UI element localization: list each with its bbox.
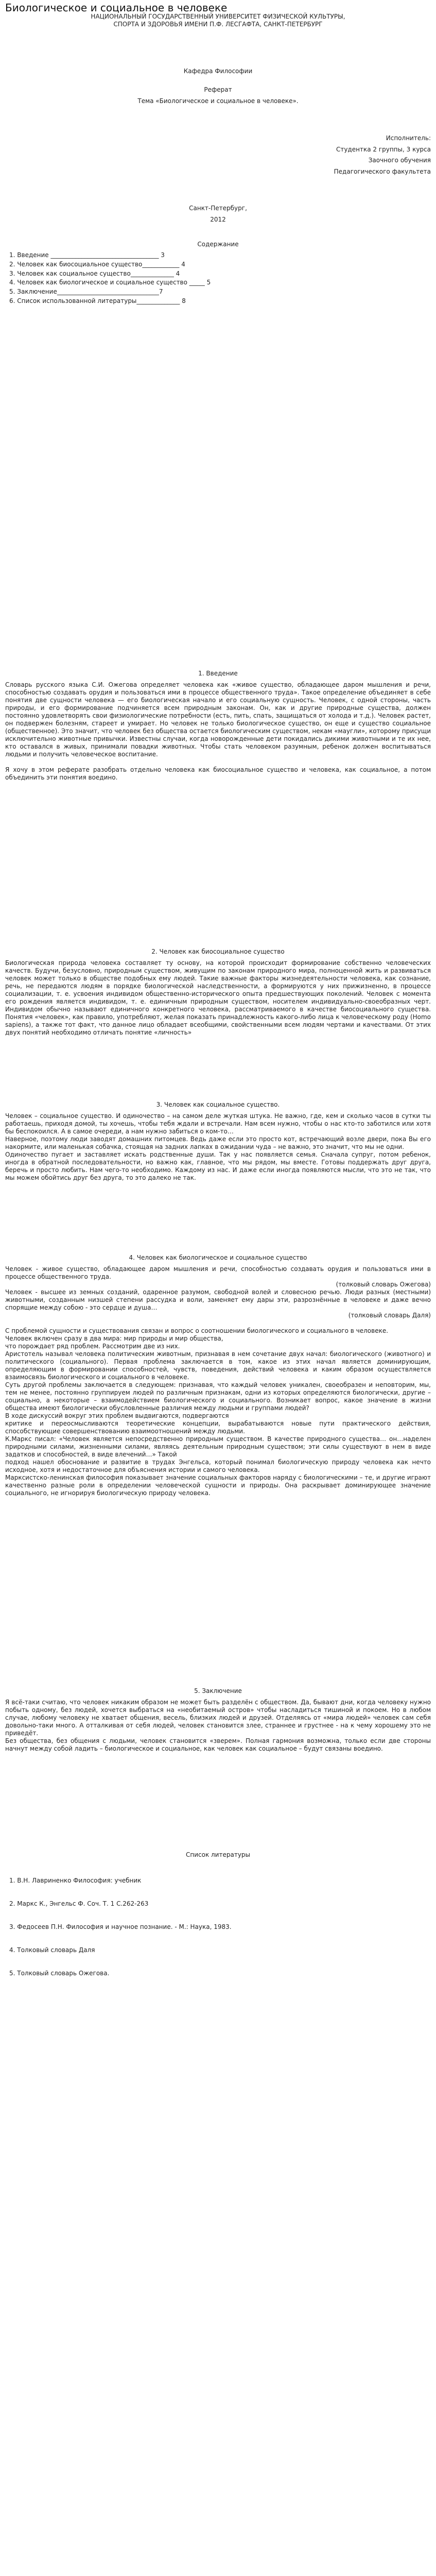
reference-item: 1. В.Н. Лавриненко Философия: учебник: [9, 1877, 142, 1884]
department-name: Кафедра Философии: [183, 67, 253, 75]
toc-item: 3. Человек как социальное существо______________ 4: [9, 270, 180, 277]
paragraph: В ходе дискуссий вокруг этих проблем выдвигаются, подвергаются: [5, 1412, 229, 1419]
references-list: [9, 1861, 232, 1993]
source-note: (толковый словарь Ожегова): [336, 1281, 431, 1288]
section-body: [5, 1265, 431, 1497]
references-title: Список литературы: [185, 1851, 251, 1858]
reference-item: 4. Толковый словарь Даля: [9, 1946, 95, 1954]
paragraph: Марксистско-ленинская философия показывает значение социальных факторов наряду с биологическими – те, и другие играют качественно разные роли в определении человеческой сущности и природы. Она раскрывает доминирующее значение социального, не игнорируя биологическую природу человека.: [5, 1474, 431, 1497]
toc-item: 4. Человек как биологическое и социальное существо _____ 5: [9, 279, 211, 286]
section-heading: 5. Заключение: [194, 1687, 242, 1694]
document-title: Биологическое и социальное в человеке: [5, 2, 228, 14]
paragraph: Я хочу в этом реферате разобрать отдельно человека как биосоциальное существо и человека, как социальное, а потом объединить эти понятия воедино.: [5, 766, 431, 781]
paragraph: Я всё-таки считаю, что человек никаким образом не может быть разделён с обществом. Да, бывают дни, когда человеку нужно побыть одному, без людей, хочется выбраться на «необитаемый остров» чтобы насладиться тишиной и покоем. Но в любом случае, любому человеку не хватает общения, весель, близких людей и друзей. Отделяясь от «мира людей» человек сам себя довольно-таки много. А отталкивая от себя людей, человек становится злее, страннее и грустнее - на к чему хорошему это не приведёт.: [5, 1699, 431, 1737]
section-body: [5, 1699, 431, 1753]
paragraph: С проблемой сущности и существования связан и вопрос о соотношении биологического и социального в человеке.: [5, 1327, 389, 1334]
toc-item: 1. Введение ___________________________________ 3: [9, 251, 165, 259]
reference-item: 3. Федосеев П.Н. Философия и научное познание. - М.: Наука, 1983.: [9, 1923, 232, 1930]
paragraph: Биологическая природа человека составляет ту основу, на которой происходит формирование собственно человеческих качеств. Будучи, безусловно, природным существом, живущим по законам природного мира, полноценной жить и развиваться человек может только в обществе подобных ему людей. Такие важные факторы жизнедеятельности человека, как сознание, речь, не передаются людям в порядке биологической наследственности, а формируются у них прижизненно, в процессе социализации, т. е. усвоения индивидом общественно-исторического опыта предшествующих поколений. Человек с момента его рождения является индивидом, т. е. единичным природным существом, носителем индивидуально-своеобразных черт. Индивидом обычно называют единичного конкретного человека, рассматриваемого в качестве биосоциального существа. Понятия «человек», как правило, употребляют, желая показать принадлежность какого-либо лица к человеческому роду (Homo sapiens), а также тот факт, что данное лицо обладает всеобщими, свойственными всем людям чертами и качествами. От этих двух понятий необходимо отличать понятие «личность»: [5, 959, 431, 1036]
paragraph: Человек - живое существо, обладающее даром мышления и речи, способностью создавать орудия и пользоваться ими в процессе общественного труда.: [5, 1265, 431, 1280]
performer-study-form: Заочного обучения: [368, 157, 431, 164]
paragraph: Одиночество пугает и заставляет искать родственные души. Так у нас появляется семья. Сначала супруг, потом ребенок, иногда в обратной последовательности, но важно как, главное, что мы рядом, мы вместе. Готовы поддержать друг друга, беречь и просто любить. Нам чего-то необходимо. Каждому из нас. И даже если иногда появляются мысли, что это не так, что мы можем обойтись друг без друга, то это далеко не так.: [5, 1151, 431, 1181]
city: Санкт-Петербург,: [189, 205, 247, 212]
paragraph: Аристотель называл человека политическим животным, признавая в нем сочетание двух начал: биологического (животного) и политического (социального). Первая проблема заключается в том, какое из этих начал является доминирующим, определяющим в формировании способностей, чувств, поведения, действий человека и каким образом осуществляется взаимосвязь биологического и социального в человеке.: [5, 1350, 431, 1381]
section-heading: 3. Человек как социальное существо.: [156, 1101, 280, 1108]
section-heading: 2. Человек как биосоциальное существо: [151, 948, 285, 955]
university-name-line-2: СПОРТА И ЗДОРОВЬЯ ИМЕНИ П.Ф. ЛЕСГАФТА, САНКТ-ПЕТЕРБУРГ: [113, 21, 323, 28]
paragraph: Суть другой проблемы заключается в следующем: признавая, что каждый человек уникален, своеобразен и неповторим, мы, тем не менее, постоянно группируем людей по различным признакам, одни из которых определяются биологически, другие – социально, а некоторые – взаимодействием биологического и социального. Возникает вопрос, какое значение в жизни общества имеют биологически обусловленные различия между людьми и группами людей?: [5, 1381, 431, 1412]
topic: Тема «Биологическое и социальное в человеке».: [137, 97, 299, 105]
reference-item: 2. Маркс К., Энгельс Ф. Соч. Т. 1 С.262-263: [9, 1900, 149, 1907]
toc-item: 5. Заключение_________________________________7: [9, 288, 163, 295]
section-body: [5, 1112, 431, 1182]
section-heading: 4. Человек как биологическое и социальное существо: [129, 1254, 307, 1261]
performer-group: Студентка 2 группы, 3 курса: [336, 146, 431, 153]
year: 2012: [210, 216, 226, 223]
toc-item: 2. Человек как биосоциальное существо____________ 4: [9, 261, 185, 268]
section-heading: 1. Введение: [198, 670, 238, 677]
paragraph: Наверное, поэтому люди заводят домашних питомцев. Ведь даже если это просто кот, встречающий возле двери, пока Вы его накормите, или маленькая собачка, стоящая на задних лапках в ожидании чуда – не важно, это значит, что мы не одни.: [5, 1136, 431, 1150]
paragraph: критике и переосмысливаются теоретические концепции, вырабатываются новые пути практического действия, способствующие совершенствованию взаимоотношений между людьми.: [5, 1420, 431, 1435]
performer-faculty: Педагогического факультета: [334, 168, 431, 175]
section-body: [5, 959, 431, 1037]
university-name-line-1: НАЦИОНАЛЬНЫЙ ГОСУДАРСТВЕННЫЙ УНИВЕРСИТЕТ ФИЗИЧЕСКОЙ КУЛЬТУРЫ,: [91, 13, 345, 20]
toc-item: 6. Список использованной литературы______________ 8: [9, 297, 186, 304]
toc-title: Содержание: [197, 241, 239, 248]
paragraph: что порождает ряд проблем. Рассмотрим две из них.: [5, 1343, 180, 1350]
section-body: [5, 681, 431, 782]
doc-type: Реферат: [204, 86, 232, 93]
performer-label: Исполнитель:: [386, 134, 431, 142]
source-note: (толковый словарь Даля): [348, 1312, 431, 1319]
paragraph: Словарь русского языка С.И. Ожегова определяет человека как «живое существо, обладающее даром мышления и речи, способностью создавать орудия и пользоваться ими в процессе общественного труда». Такое определение объединяет в себе понятия две сущности человека — его биологическая начало и его социальную сущность. Человек, с одной стороны, часть природы, и его формирование подчиняется всем природным законам. Он, как и другие природные существа, должен постоянно удовлетворять свои физиологические потребности (есть, пить, спать, защищаться от холода и т.д.). Человек растет, он подвержен болезням, стареет и умирает. Но человек не только биологическое существо, он еще и существо социальное (общественное). Это значит, что человек без общества остается биологическим существом, некам «маугли», которому присущи исключительно животные привычки. Известны случаи, когда новорожденные дети покидались дикими животными и те их нее, кто оставался в живых, принимали повадки животных. Чтобы стать человеком разумным, ребенок должен воспитываться людьми и получить человеческое воспитание.: [5, 681, 431, 758]
paragraph: Человек – социальное существо. И одиночество – на самом деле жуткая штука. Не важно, где, кем и сколько часов в сутки ты работаешь, приходя домой, ты хочешь, чтобы тебя ждали и встречали. Нам всем нужно, чтобы о нас кто-то заботился или хотя бы беспокоился. А в самое очереди, а нам нужно забиться о ком-то…: [5, 1112, 431, 1135]
reference-item: 5. Толковый словарь Ожегова.: [9, 1970, 110, 1977]
paragraph: Человек - высшее из земных созданий, одаренное разумом, свободной волей и словесною речью. Люди разных (местными) животными, созданным низшей степени рассудка и воли, заменяет ему дары эти, разрознённые в человеке и даже вечно спорящие между собою - это сердце и душа…: [5, 1289, 431, 1311]
paragraph: [5, 758, 431, 766]
paragraph: К.Маркс писал: «Человек является непосредственно природным существом. В качестве природного существа… он…наделен природными силами, жизненными силами, являясь деятельным природным существом; эти силы существуют в нем в виде задатков и способностей, в виде влечений…» Такой: [5, 1435, 431, 1458]
paragraph: подход нашел обоснование и развитие в трудах Энгельса, который понимал биологическую природу человека как нечто исходное, хотя и недостаточное для объяснения истории и самого человека.: [5, 1459, 431, 1473]
paragraph: [5, 1319, 431, 1327]
paragraph: Без общества, без общения с людьми, человек становится «зверем». Полная гармония возможна, только если две стороны начнут между собой ладить – биологическое и социальное, как человек как социальное – будут связаны воедино.: [5, 1737, 431, 1752]
paragraph: Человек включен сразу в два мира: мир природы и мир общества,: [5, 1335, 223, 1342]
